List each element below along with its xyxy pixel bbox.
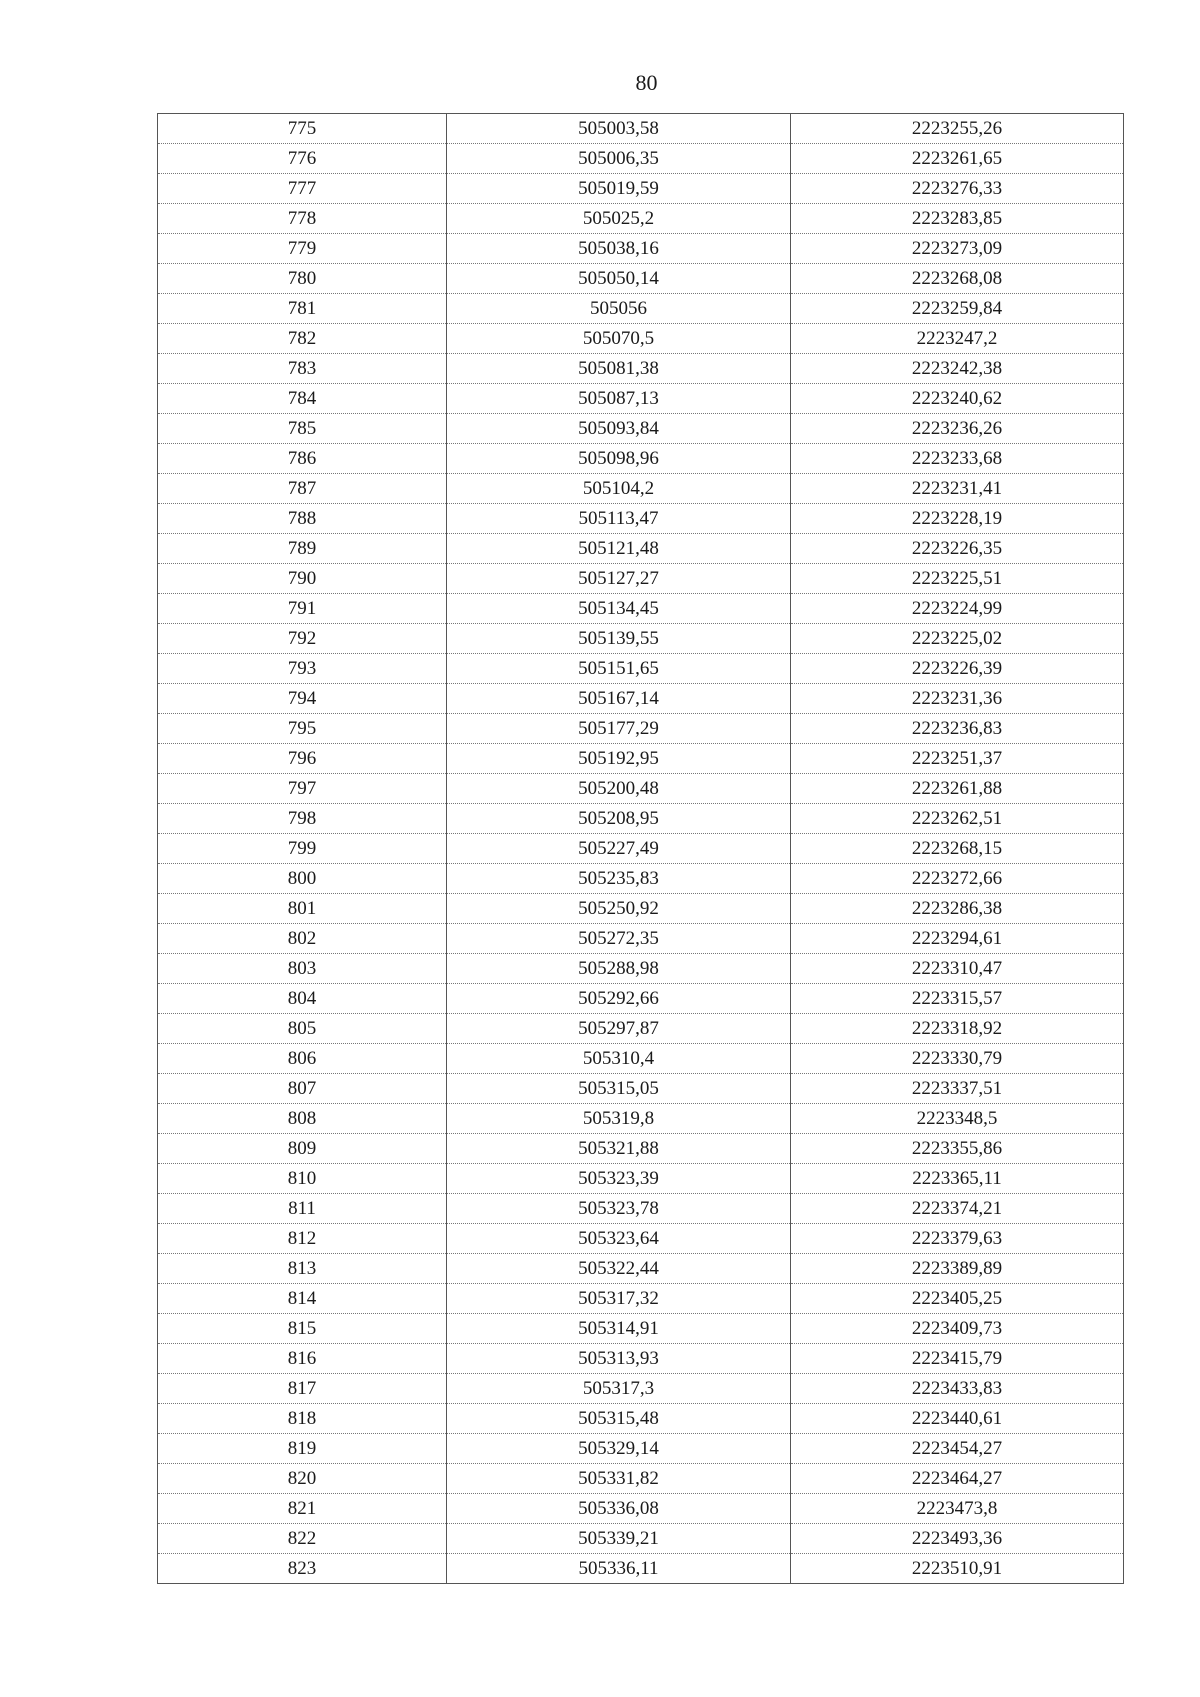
table-row [158,1464,1124,1494]
y-coordinate-cell: 2223510,91 [791,1554,1124,1584]
y-coordinate-cell: 2223405,25 [791,1284,1124,1314]
point-number-cell: 801 [158,894,447,924]
y-coordinate-cell: 2223440,61 [791,1404,1124,1434]
y-coordinate-cell: 2223268,15 [791,834,1124,864]
point-number-cell: 818 [158,1404,447,1434]
point-number-cell: 787 [158,474,447,504]
table-row [158,984,1124,1014]
page-number: 80 [635,70,658,95]
point-number-cell: 810 [158,1164,447,1194]
y-coordinate-cell: 2223276,33 [791,174,1124,204]
x-coordinate-cell: 505331,82 [447,1464,791,1494]
point-number-cell: 799 [158,834,447,864]
point-number-cell: 780 [158,264,447,294]
y-coordinate-cell: 2223355,86 [791,1134,1124,1164]
point-number-cell: 820 [158,1464,447,1494]
x-coordinate-cell: 505208,95 [447,804,791,834]
x-coordinate-cell: 505227,49 [447,834,791,864]
table-row [158,864,1124,894]
y-coordinate-cell: 2223294,61 [791,924,1124,954]
x-coordinate-cell: 505336,11 [447,1554,791,1584]
point-number-cell: 793 [158,654,447,684]
point-number-cell: 784 [158,384,447,414]
table-row [158,594,1124,624]
y-coordinate-cell: 2223348,5 [791,1104,1124,1134]
x-coordinate-cell: 505025,2 [447,204,791,234]
point-number-cell: 802 [158,924,447,954]
table-row [158,1284,1124,1314]
y-coordinate-cell: 2223228,19 [791,504,1124,534]
table-row [158,804,1124,834]
x-coordinate-cell: 505319,8 [447,1104,791,1134]
y-coordinate-cell: 2223240,62 [791,384,1124,414]
table-row [158,114,1124,144]
y-coordinate-cell: 2223224,99 [791,594,1124,624]
y-coordinate-cell: 2223330,79 [791,1044,1124,1074]
y-coordinate-cell: 2223261,88 [791,774,1124,804]
y-coordinate-cell: 2223236,83 [791,714,1124,744]
point-number-cell: 776 [158,144,447,174]
y-coordinate-cell: 2223262,51 [791,804,1124,834]
point-number-cell: 811 [158,1194,447,1224]
coordinates-table-body [158,114,1124,1584]
point-number-cell: 800 [158,864,447,894]
table-row [158,1314,1124,1344]
table-row [158,1014,1124,1044]
y-coordinate-cell: 2223286,38 [791,894,1124,924]
table-row [158,1374,1124,1404]
point-number-cell: 822 [158,1524,447,1554]
y-coordinate-cell: 2223365,11 [791,1164,1124,1194]
point-number-cell: 777 [158,174,447,204]
table-row [158,1494,1124,1524]
x-coordinate-cell: 505297,87 [447,1014,791,1044]
point-number-cell: 819 [158,1434,447,1464]
x-coordinate-cell: 505098,96 [447,444,791,474]
point-number-cell: 788 [158,504,447,534]
point-number-cell: 805 [158,1014,447,1044]
y-coordinate-cell: 2223259,84 [791,294,1124,324]
table-row [158,534,1124,564]
x-coordinate-cell: 505019,59 [447,174,791,204]
y-coordinate-cell: 2223337,51 [791,1074,1124,1104]
table-row [158,924,1124,954]
y-coordinate-cell: 2223374,21 [791,1194,1124,1224]
x-coordinate-cell: 505315,48 [447,1404,791,1434]
point-number-cell: 809 [158,1134,447,1164]
table-row [158,894,1124,924]
x-coordinate-cell: 505134,45 [447,594,791,624]
point-number-cell: 779 [158,234,447,264]
x-coordinate-cell: 505329,14 [447,1434,791,1464]
table-row [158,1074,1124,1104]
point-number-cell: 797 [158,774,447,804]
y-coordinate-cell: 2223251,37 [791,744,1124,774]
y-coordinate-cell: 2223283,85 [791,204,1124,234]
table-row [158,744,1124,774]
y-coordinate-cell: 2223242,38 [791,354,1124,384]
y-coordinate-cell: 2223225,02 [791,624,1124,654]
point-number-cell: 798 [158,804,447,834]
y-coordinate-cell: 2223473,8 [791,1494,1124,1524]
table-row [158,354,1124,384]
y-coordinate-cell: 2223226,39 [791,654,1124,684]
x-coordinate-cell: 505003,58 [447,114,791,144]
table-row [158,1434,1124,1464]
x-coordinate-cell: 505087,13 [447,384,791,414]
table-row [158,1404,1124,1434]
table-row [158,564,1124,594]
table-row [158,1044,1124,1074]
table-row [158,234,1124,264]
point-number-cell: 795 [158,714,447,744]
table-row [158,1104,1124,1134]
point-number-cell: 785 [158,414,447,444]
x-coordinate-cell: 505250,92 [447,894,791,924]
point-number-cell: 816 [158,1344,447,1374]
table-row [158,1134,1124,1164]
x-coordinate-cell: 505313,93 [447,1344,791,1374]
y-coordinate-cell: 2223225,51 [791,564,1124,594]
table-row [158,264,1124,294]
table-row [158,444,1124,474]
x-coordinate-cell: 505104,2 [447,474,791,504]
table-row [158,144,1124,174]
x-coordinate-cell: 505056 [447,294,791,324]
y-coordinate-cell: 2223268,08 [791,264,1124,294]
point-number-cell: 792 [158,624,447,654]
y-coordinate-cell: 2223226,35 [791,534,1124,564]
table-row [158,684,1124,714]
x-coordinate-cell: 505292,66 [447,984,791,1014]
x-coordinate-cell: 505038,16 [447,234,791,264]
x-coordinate-cell: 505006,35 [447,144,791,174]
x-coordinate-cell: 505310,4 [447,1044,791,1074]
x-coordinate-cell: 505200,48 [447,774,791,804]
point-number-cell: 790 [158,564,447,594]
point-number-cell: 796 [158,744,447,774]
point-number-cell: 814 [158,1284,447,1314]
table-row [158,1224,1124,1254]
x-coordinate-cell: 505235,83 [447,864,791,894]
point-number-cell: 815 [158,1314,447,1344]
x-coordinate-cell: 505127,27 [447,564,791,594]
table-row [158,1524,1124,1554]
point-number-cell: 808 [158,1104,447,1134]
point-number-cell: 791 [158,594,447,624]
point-number-cell: 803 [158,954,447,984]
x-coordinate-cell: 505336,08 [447,1494,791,1524]
y-coordinate-cell: 2223315,57 [791,984,1124,1014]
x-coordinate-cell: 505317,3 [447,1374,791,1404]
y-coordinate-cell: 2223255,26 [791,114,1124,144]
table-row [158,624,1124,654]
table-row [158,1554,1124,1584]
point-number-cell: 804 [158,984,447,1014]
y-coordinate-cell: 2223379,63 [791,1224,1124,1254]
point-number-cell: 782 [158,324,447,354]
point-number-cell: 823 [158,1554,447,1584]
table-row [158,1254,1124,1284]
x-coordinate-cell: 505177,29 [447,714,791,744]
point-number-cell: 783 [158,354,447,384]
point-number-cell: 778 [158,204,447,234]
table-row [158,324,1124,354]
table-row [158,774,1124,804]
table-row [158,1194,1124,1224]
y-coordinate-cell: 2223409,73 [791,1314,1124,1344]
x-coordinate-cell: 505050,14 [447,264,791,294]
x-coordinate-cell: 505339,21 [447,1524,791,1554]
table-row [158,714,1124,744]
table-row [158,954,1124,984]
y-coordinate-cell: 2223464,27 [791,1464,1124,1494]
point-number-cell: 775 [158,114,447,144]
point-number-cell: 806 [158,1044,447,1074]
table-row [158,834,1124,864]
x-coordinate-cell: 505315,05 [447,1074,791,1104]
point-number-cell: 813 [158,1254,447,1284]
x-coordinate-cell: 505151,65 [447,654,791,684]
point-number-cell: 781 [158,294,447,324]
y-coordinate-cell: 2223454,27 [791,1434,1124,1464]
x-coordinate-cell: 505288,98 [447,954,791,984]
y-coordinate-cell: 2223310,47 [791,954,1124,984]
table-row [158,414,1124,444]
x-coordinate-cell: 505322,44 [447,1254,791,1284]
table-row [158,1344,1124,1374]
table-row [158,474,1124,504]
y-coordinate-cell: 2223233,68 [791,444,1124,474]
x-coordinate-cell: 505093,84 [447,414,791,444]
point-number-cell: 786 [158,444,447,474]
x-coordinate-cell: 505070,5 [447,324,791,354]
point-number-cell: 807 [158,1074,447,1104]
y-coordinate-cell: 2223247,2 [791,324,1124,354]
y-coordinate-cell: 2223389,89 [791,1254,1124,1284]
table-row [158,204,1124,234]
coordinates-table [157,113,1124,1584]
point-number-cell: 812 [158,1224,447,1254]
x-coordinate-cell: 505167,14 [447,684,791,714]
x-coordinate-cell: 505113,47 [447,504,791,534]
y-coordinate-cell: 2223236,26 [791,414,1124,444]
point-number-cell: 794 [158,684,447,714]
y-coordinate-cell: 2223272,66 [791,864,1124,894]
y-coordinate-cell: 2223231,41 [791,474,1124,504]
y-coordinate-cell: 2223318,92 [791,1014,1124,1044]
y-coordinate-cell: 2223231,36 [791,684,1124,714]
x-coordinate-cell: 505192,95 [447,744,791,774]
y-coordinate-cell: 2223433,83 [791,1374,1124,1404]
table-row [158,294,1124,324]
x-coordinate-cell: 505139,55 [447,624,791,654]
table-row [158,1164,1124,1194]
x-coordinate-cell: 505323,39 [447,1164,791,1194]
x-coordinate-cell: 505317,32 [447,1284,791,1314]
x-coordinate-cell: 505321,88 [447,1134,791,1164]
y-coordinate-cell: 2223415,79 [791,1344,1124,1374]
table-row [158,504,1124,534]
y-coordinate-cell: 2223493,36 [791,1524,1124,1554]
table-row [158,654,1124,684]
x-coordinate-cell: 505121,48 [447,534,791,564]
table-row [158,174,1124,204]
y-coordinate-cell: 2223273,09 [791,234,1124,264]
point-number-cell: 821 [158,1494,447,1524]
point-number-cell: 817 [158,1374,447,1404]
point-number-cell: 789 [158,534,447,564]
x-coordinate-cell: 505081,38 [447,354,791,384]
table-row [158,384,1124,414]
x-coordinate-cell: 505323,78 [447,1194,791,1224]
x-coordinate-cell: 505314,91 [447,1314,791,1344]
x-coordinate-cell: 505272,35 [447,924,791,954]
x-coordinate-cell: 505323,64 [447,1224,791,1254]
y-coordinate-cell: 2223261,65 [791,144,1124,174]
